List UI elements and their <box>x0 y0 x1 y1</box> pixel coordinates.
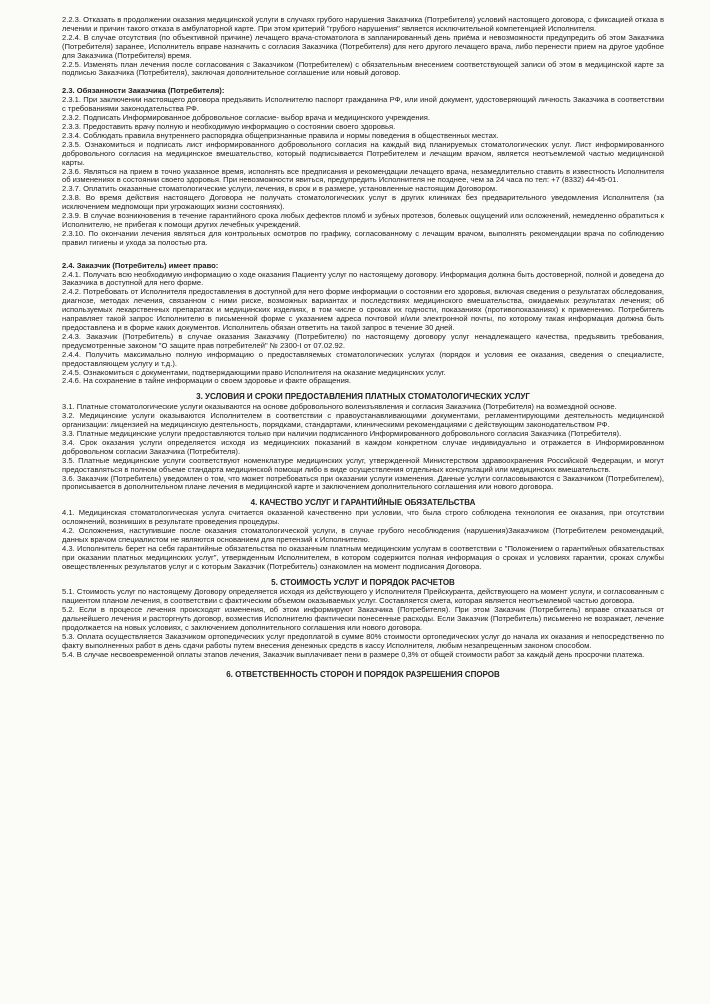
section-6 <box>62 671 664 680</box>
clause-2-4-6: 2.4.6. На сохранение в тайне информации о своем здоровье и факте обращения. <box>62 376 352 386</box>
clause-2-3-2: 2.3.2. Подписать Информированное добровольное согласие- выбор врача и медицинского учреждения. <box>62 113 430 123</box>
clause-3-4: 3.4. Срок оказания услуги определяется исходя из медицинских показаний в каждом конкретном случае индивидуально и отражается в Информированном добровольном согласии Заказчика (Потребителя). <box>62 437 664 456</box>
clause-2-4-4: 2.4.4. Получить максимально полную информацию о предоставляемых стоматологических услугах (порядок и условия ее оказания, сведения о специалисте, предоставляющем услугу и т.д.). <box>62 349 664 368</box>
clause-3-6: 3.6. Заказчик (Потребитель) уведомлен о том, что может потребоваться при оказании услуги изменения. Данные услуги согласовываются с Заказчиком (Потребителем), прописывается в дополнительном плане лечения в медицинской карте и заключением дополнительного соглашения или нового договора. <box>62 473 664 492</box>
clause-2-3-8: 2.3.8. Во время действия настоящего Договора не получать стоматологических услуг в других клиниках без предварительного уведомления Исполнителя (за исключением медпомощи при угрожающих жизни состояниях). <box>62 193 664 212</box>
clause-2-3-4: 2.3.4. Соблюдать правила внутреннего распорядка общепризнанные правила и нормы поведения в общественных местах. <box>62 130 499 140</box>
clause-2-3-5: 2.3.5. Ознакомиться и подписать лист информированного добровольного согласия на каждый вид планируемых стоматологических услуг. Лист информированного добровольного согласия на медицинское вмешательство, который подписывается Потребителем и лечащим врачом, является неотъемлемой частью медицинской карты. <box>62 139 664 167</box>
clause-2-2-4: 2.2.4. В случае отсутствия (по объективной причине) лечащего врача-стоматолога в запланированный день приёма и невозможности предупредить об этом Заказчика (Потребителя) заранее, Исполнитель вправе назначить с согласия Заказчика (Потребителя) для него другого лечащего врача, либо перенести прием на другое удобное для Заказчика (Потребителя) время. <box>62 32 664 60</box>
clause-2-4-5: 2.4.5. Ознакомиться с документами, подтверждающими право Исполнителя на оказание медицинских услуг. <box>62 367 446 377</box>
section-5 <box>62 579 664 660</box>
section-2-3-heading: 2.3. Обязанности Заказчика (Потребителя): <box>62 86 225 96</box>
clause-5-2: 5.2. Если в процессе лечения происходят изменения, об этом информируют Заказчика (Потребителя). При этом Заказчик (Потребитель) вправе отказаться от дальнейшего лечения и расторгнуть договор, возместив Исполнителю фактически понесенные расходы. Если Заказчик (Потребитель) письменно не возражает, лечение продолжается на новых условиях, с заключением дополнительного соглашения или нового договора. <box>62 605 664 633</box>
clause-5-3: 5.3. Оплата осуществляется Заказчиком ортопедических услуг предоплатой в сумме 80% стоимости ортопедических услуг до начала их оказания и непосредственно по факту выполненных работ в день сдачи работы путем внесения денежных средств в кассу Исполнителя, любым незапрещенным законом способом. <box>62 632 664 650</box>
clause-3-1: 3.1. Платные стоматологические услуги оказываются на основе добровольного волеизъявления и согласия Заказчика (Потребителя) на возмездной основе. <box>62 402 617 412</box>
section-2-3 <box>62 87 664 247</box>
section-3-heading: 3. УСЛОВИЯ И СРОКИ ПРЕДОСТАВЛЕНИЯ ПЛАТНЫХ СТОМАТОЛОГИЧЕСКИХ УСЛУГ <box>196 392 530 402</box>
clause-2-3-3: 2.3.3. Предоставить врачу полную и необходимую информацию о состоянии своего здоровья. <box>62 121 396 131</box>
clause-4-3: 4.3. Исполнитель берет на себя гарантийные обязательства по оказанным платным медицинским услугам в соответствии с "Положением о гарантийных обязательствах при оказании платных медицинских услуг", утвержденным Исполнителем, в котором содержится полная информация о сроках и условиях гарантии, сроках службы овеществленных результатов услуг и с которым Заказчик (Потребитель) ознакомлен на момент подписания Договора. <box>62 543 664 571</box>
clause-2-3-10: 2.3.10. По окончании лечения являться для контрольных осмотров по графику, согласованному с лечащим врачом, выполнять рекомендации врача по соблюдению правил гигиены и ухода за полостью рта. <box>62 228 664 247</box>
clause-4-2: 4.2. Осложнения, наступившие после оказания стоматологической услуги, в случае грубого несоблюдения (нарушения)Заказчиком (Потребителем рекомендаций, данных врачом специалистом не являются основанием для претензий к Исполнителю. <box>62 526 664 544</box>
section-4-heading: 4. КАЧЕСТВО УСЛУГ И ГАРАНТИЙНЫЕ ОБЯЗАТЕЛЬСТВА <box>250 498 476 508</box>
clause-2-2-3: 2.2.3. Отказать в продолжении оказания медицинской услуги в случаях грубого нарушения Заказчика (Потребителя) условий настоящего договора, с фиксацией отказа в лечении и причин такого отказа в амбулаторной карте. При этом критерий "грубого нарушения" является исключительной компетенцией Исполнителя. <box>62 15 664 33</box>
clause-3-3: 3.3. Платные медицинские услуги предоставляются только при наличии подписанного Информированного добровольного согласия Заказчика (Потребителя). <box>62 428 622 438</box>
clause-2-3-7: 2.3.7. Оплатить оказанные стоматологические услуги, лечения, в срок и в размере, установленные настоящим Договором. <box>62 184 498 194</box>
section-2-4-heading: 2.4. Заказчик (Потребитель) имеет право: <box>62 260 219 270</box>
clause-5-1: 5.1. Стоимость услуг по настоящему Договору определяется исходя из действующего у Исполнителя Прейскуранта, действующего на момент услуги, и согласованным с пациентом планом лечения, в соответствии с фактическим объемом оказываемых услуг. Составляется смета, которая является неотъемлемой частью договора. <box>62 587 664 606</box>
clause-3-2: 3.2. Медицинские услуги оказываются Исполнителем в соответствии с правоустанавливающими документами, регламентирующими деятельность медицинской организации: лицензией на медицинскую деятельность, порядками, стандартами, клиническими рекомендациями с действующим законодательством РФ. <box>62 411 664 430</box>
section-4 <box>62 499 664 571</box>
clause-3-5: 3.5. Платные медицинские услуги соответствуют номенклатуре медицинских услуг, утвержденной Министерством здравоохранения Российской Федерации, и могут предоставляться в полном объеме стандарта медицинской помощи либо в виде осуществления отдельных консультаций или медицинских вмешательств. <box>62 455 664 474</box>
clause-2-4-2: 2.4.2. Потребовать от Исполнителя предоставления в доступной для него форме информации о состоянии его здоровья, включая сведения о результатах обследования, диагнозе, методах лечения, связанном с ними риске, возможных вариантах и последствиях медицинского вмешательства, ожидаемых результатах лечения; об используемых лекарственных препаратах и медицинских изделиях, в том числе о сроках их годности, показаниях (противопоказаниях) к применению. Потребитель направляет такой запрос Исполнителю в письменной форме с указанием адреса почтовой и/или электронной почты, по которому такая информация должна быть предоставлена и в форме каких документов. Исполнитель обязан ответить на такой запрос в течение 30 дней. <box>62 287 664 332</box>
section-6-heading: 6. ОТВЕТСТВЕННОСТЬ СТОРОН И ПОРЯДОК РАЗРЕШЕНИЯ СПОРОВ <box>226 669 500 679</box>
clause-5-4: 5.4. В случае несвоевременной оплаты этапов лечения, Заказчик выплачивает пени в размере 0,3% от общей стоимости работ за каждый день просрочки платежа. <box>62 649 645 659</box>
clause-2-3-6: 2.3.6. Являться на прием в точно указанное время, исполнять все предписания и рекомендации лечащего врача, незамедлительно ставить в известность Исполнителя об изменениях в состоянии своего здоровья. При невозможности явиться, предупредить Исполнителя не позднее, чем за 24 часа по тел: +7 (8332) 44-45-01. <box>62 166 664 185</box>
clause-2-3-1: 2.3.1. При заключении настоящего договора предъявить Исполнителю паспорт гражданина РФ, или иной документ, удостоверяющий личность Заказчика в соответствии с требованиями законодательства РФ. <box>62 95 664 114</box>
clause-2-3-9: 2.3.9. В случае возникновения в течение гарантийного срока любых дефектов пломб и зубных протезов, болевых ощущений или осложнений, немедленно обратиться к Исполнителю, не прибегая к помощи других лечебных учреждений. <box>62 211 664 229</box>
section-2-2-tail <box>62 16 664 78</box>
section-3 <box>62 393 664 492</box>
clause-4-1: 4.1. Медицинская стоматологическая услуга считается оказанной качественно при условии, что была строго соблюдена технология ее оказания, при отсутствии осложнений, возникших в результате проведения процедуры. <box>62 508 664 527</box>
section-2-4 <box>62 262 664 387</box>
clause-2-4-3: 2.4.3. Заказчик (Потребитель) в случае оказания Заказчику (Потребителю) по настоящему договору услуг ненадлежащего качества, предъявить требования, предусмотренные законом "О защите прав потребителей" № 2300-I от 07.02.92. <box>62 331 664 350</box>
clause-2-2-5: 2.2.5. Изменять план лечения после согласования с Заказчиком (Потребителем) с обязательным внесением соответствующей записи об этом в медицинской карте за подписью Заказчика (Потребителя), заключая дополнительное соглашение или новый договор. <box>62 59 664 78</box>
clause-2-4-1: 2.4.1. Получать всю необходимую информацию о ходе оказания Пациенту услуг по настоящему договору. Информация должна быть достоверной, полной и доведена до Заказчика в доступной для него форме. <box>62 269 664 288</box>
section-5-heading: 5. СТОИМОСТЬ УСЛУГ И ПОРЯДОК РАСЧЕТОВ <box>271 577 455 587</box>
